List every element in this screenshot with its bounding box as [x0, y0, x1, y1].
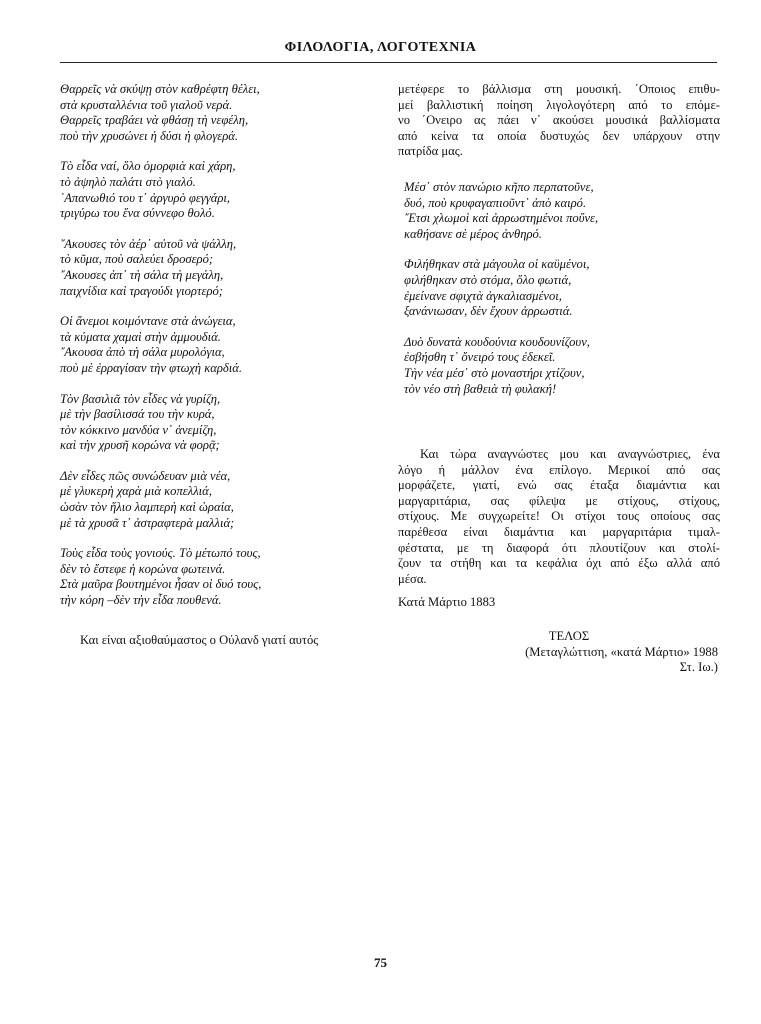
verse-line: Δυὸ δυνατὰ κουδούνια κουδουνίζουν, [404, 334, 590, 349]
verse-line: τὸ κῦμα, ποὺ σαλεύει δροσερό; [60, 252, 214, 267]
verse-line: Φιλήθηκαν στὰ μάγουλα οἱ καϋμένοι, [404, 257, 590, 272]
page-number: 75 [374, 955, 387, 970]
verse-line: ἐμείνανε σφιχτὰ ἀγκαλιασμένοι, [404, 288, 562, 303]
translation-note: (Μεταγλώττιση, «κατά Μάρτιο» 1988 [525, 644, 718, 659]
verse-line: ποὺ μὲ ἐρραγίσαν τὴν φτωχὴ καρδιά. [60, 360, 243, 375]
prose-line: νο ΄Ονειρο ας πάει ν᾿ ακούσει μουσικά βαλλίσματα [398, 113, 720, 128]
end-title: ΤΕΛΟΣ [548, 629, 590, 644]
verse-line: τὸν κόκκινο μανδύα ν᾿ ἀνεμίζη, [60, 422, 217, 437]
epilogue-paragraph [398, 447, 720, 587]
stanza [398, 180, 720, 242]
left-prose-tail: Και είναι αξιοθαύμαστος ο Ούλανδ γιατί αυτός [80, 632, 319, 647]
stanza [60, 546, 370, 608]
prose-line: από κείνα τα οποία δυστυχώς δεν υπάρχουν στην [398, 128, 720, 143]
prose-line: στίχους. Με συγχωρείτε! Οι στίχοι τους οποίους σας [398, 509, 720, 524]
verse-line: ῎Ακουσες ἀπ᾿ τὴ σάλα τὴ μεγάλη, [60, 267, 224, 282]
prose-line: Και τώρα αναγνώστες μου και αναγνώστριες, ένα [420, 447, 720, 462]
verse-line: Στὰ μαῦρα βουτημένοι ἦσαν οἱ δυό τους, [60, 577, 262, 592]
verse-line: παιχνίδια καὶ τραγούδι γιορτερό; [60, 283, 223, 298]
verse-line: ἐσβήσθη τ᾿ ὄνειρό τους ἐδεκεῖ. [404, 350, 556, 365]
prose-line: φέστατα, με τη διαφορά ότι πλουτίζουν και στολί- [398, 540, 720, 555]
header-rule [60, 62, 717, 63]
stanza [60, 469, 370, 531]
stanza [60, 392, 370, 454]
verse-line: μὲ τὰ χρυσᾶ τ᾿ ἀστραφτερὰ μαλλιά; [60, 515, 235, 530]
verse-line: δὲν τὸ ἔστεφε ἡ κορώνα φωτεινά. [60, 561, 226, 576]
verse-line: ποὺ τὴν χρυσώνει ἡ δύσι ἡ φλογερά. [60, 128, 239, 143]
verse-line: ὡσὰν τὸν ἥλιο λαμπερὴ καὶ ὡραία, [60, 500, 234, 515]
verse-line: στὰ κρυσταλλένια τοῦ γιαλοῦ νερά. [60, 97, 233, 112]
verse-line: Τὴν νέα μέσ᾿ στὸ μοναστήρι χτίζουν, [404, 365, 585, 380]
verse-line: ῎Ακουσα ἀπὸ τὴ σάλα μυρολόγια, [60, 345, 225, 360]
verse-line: τὴν κόρη –δὲν τὴν εἶδα πουθενά. [60, 593, 222, 608]
stanza [60, 314, 370, 376]
verse-line: μὲ τὴν βασίλισσά του τὴν κυρά, [60, 407, 215, 422]
poem-right [398, 180, 720, 397]
prose-line: μορφάζετε, γιατί, ενώ σας έταξα διαμάντια και [398, 478, 720, 493]
left-column [60, 82, 370, 648]
prose-line: παρέθεσα είναι διαμάντια και μαργαριτάρια τιμαλ- [398, 525, 720, 540]
prose-line: πατρίδα μας. [398, 144, 463, 159]
prose-line: μεί βαλλιστική ποίηση λιγολογότερη από το επόμε- [398, 97, 720, 112]
verse-line: καθήσανε σὲ μέρος ἀνθηρό. [404, 226, 542, 241]
running-head: ΦΙΛΟΛΟΓΙΑ, ΛΟΓΟΤΕΧΝΙΑ [284, 40, 477, 55]
verse-line: τὰ κύματα χαμαὶ στὴν ἀμμουδιά. [60, 329, 221, 344]
verse-line: καὶ τὴν χρυσῆ κορώνα νὰ φορᾷ; [60, 438, 220, 453]
verse-line: Θαρρεῖς νὰ σκύψῃ στὸν καθρέφτη θέλει, [60, 82, 260, 96]
verse-line: Δὲν εἶδες πῶς συνώδευαν μιὰ νέα, [60, 468, 231, 483]
poem-left [60, 82, 370, 609]
intro-paragraph [398, 82, 720, 160]
prose-line: λόγο ή μάλλον ένα επίλογο. Μερικοί από σας [398, 462, 720, 477]
stanza [60, 82, 370, 144]
stanza [60, 237, 370, 299]
verse-line: ξανάνιωσαν, δὲν ἔχουν ἀρρωστιά. [404, 304, 573, 319]
verse-line: φιλήθηκαν στὸ στόμα, ὅλο φωτιά, [404, 272, 572, 287]
stanza [60, 159, 370, 221]
right-column [398, 82, 720, 676]
prose-line: μαργαριτάρια, σας φίλεψα με στίχους, στίχους, [398, 493, 720, 508]
signature: Στ. Ιω.) [679, 660, 718, 675]
verse-line: μὲ γλυκερὴ χαρὰ μιὰ κοπελλιά, [60, 484, 212, 499]
prose-line: μετέφερε το βάλλισμα στη μουσική. ΄Οποιος επιθυ- [398, 82, 720, 96]
verse-line: τὸν νέο στὴ βαθειὰ τὴ φυλακή! [404, 381, 557, 396]
verse-line: Τὸ εἶδα ναί, ὅλο ὀμορφιὰ καὶ χάρη, [60, 159, 236, 174]
verse-line: Θαρρεῖς τραβάει νὰ φθάσῃ τὴ νεφέλη, [60, 113, 249, 128]
verse-line: Τοὺς εἶδα τοὺς γονιούς. Τὸ μέτωπό τους, [60, 546, 261, 561]
verse-line: τριγύρω του ἕνα σύννεφο θολό. [60, 206, 215, 221]
verse-line: Τὸν βασιλιᾶ τὸν εἶδες νὰ γυρίζη, [60, 391, 221, 406]
stanza [398, 257, 720, 319]
stanza [398, 335, 720, 397]
verse-line: Οἱ ἄνεμοι κοιμόντανε στὰ ἀνώγεια, [60, 314, 236, 329]
verse-line: δυό, ποὺ κρυφαγαπιοῦντ᾿ ἀπὸ καιρό. [404, 195, 587, 210]
prose-line: μέσα. [398, 571, 427, 586]
prose-line: ζουν τα στήθη και τα κεφάλια όχι από έξω αλλά από [398, 556, 720, 571]
verse-line: ᾿Απανωθιό του τ᾿ ἀργυρὸ φεγγάρι, [60, 190, 231, 205]
verse-line: ῎Ετσι χλωμοὶ καὶ ἀρρωστημένοι ποὔνε, [404, 211, 599, 226]
verse-line: Μέσ᾿ στὸν πανώριο κῆπο περπατοῦνε, [404, 179, 594, 194]
verse-line: τὸ ἀψηλὸ παλάτι στὸ γιαλό. [60, 174, 196, 189]
verse-line: ῎Ακουσες τὸν ἀέρ᾿ αὐτοῦ νὰ ψάλλη, [60, 236, 237, 251]
date-line: Κατά Μάρτιο 1883 [398, 595, 496, 610]
